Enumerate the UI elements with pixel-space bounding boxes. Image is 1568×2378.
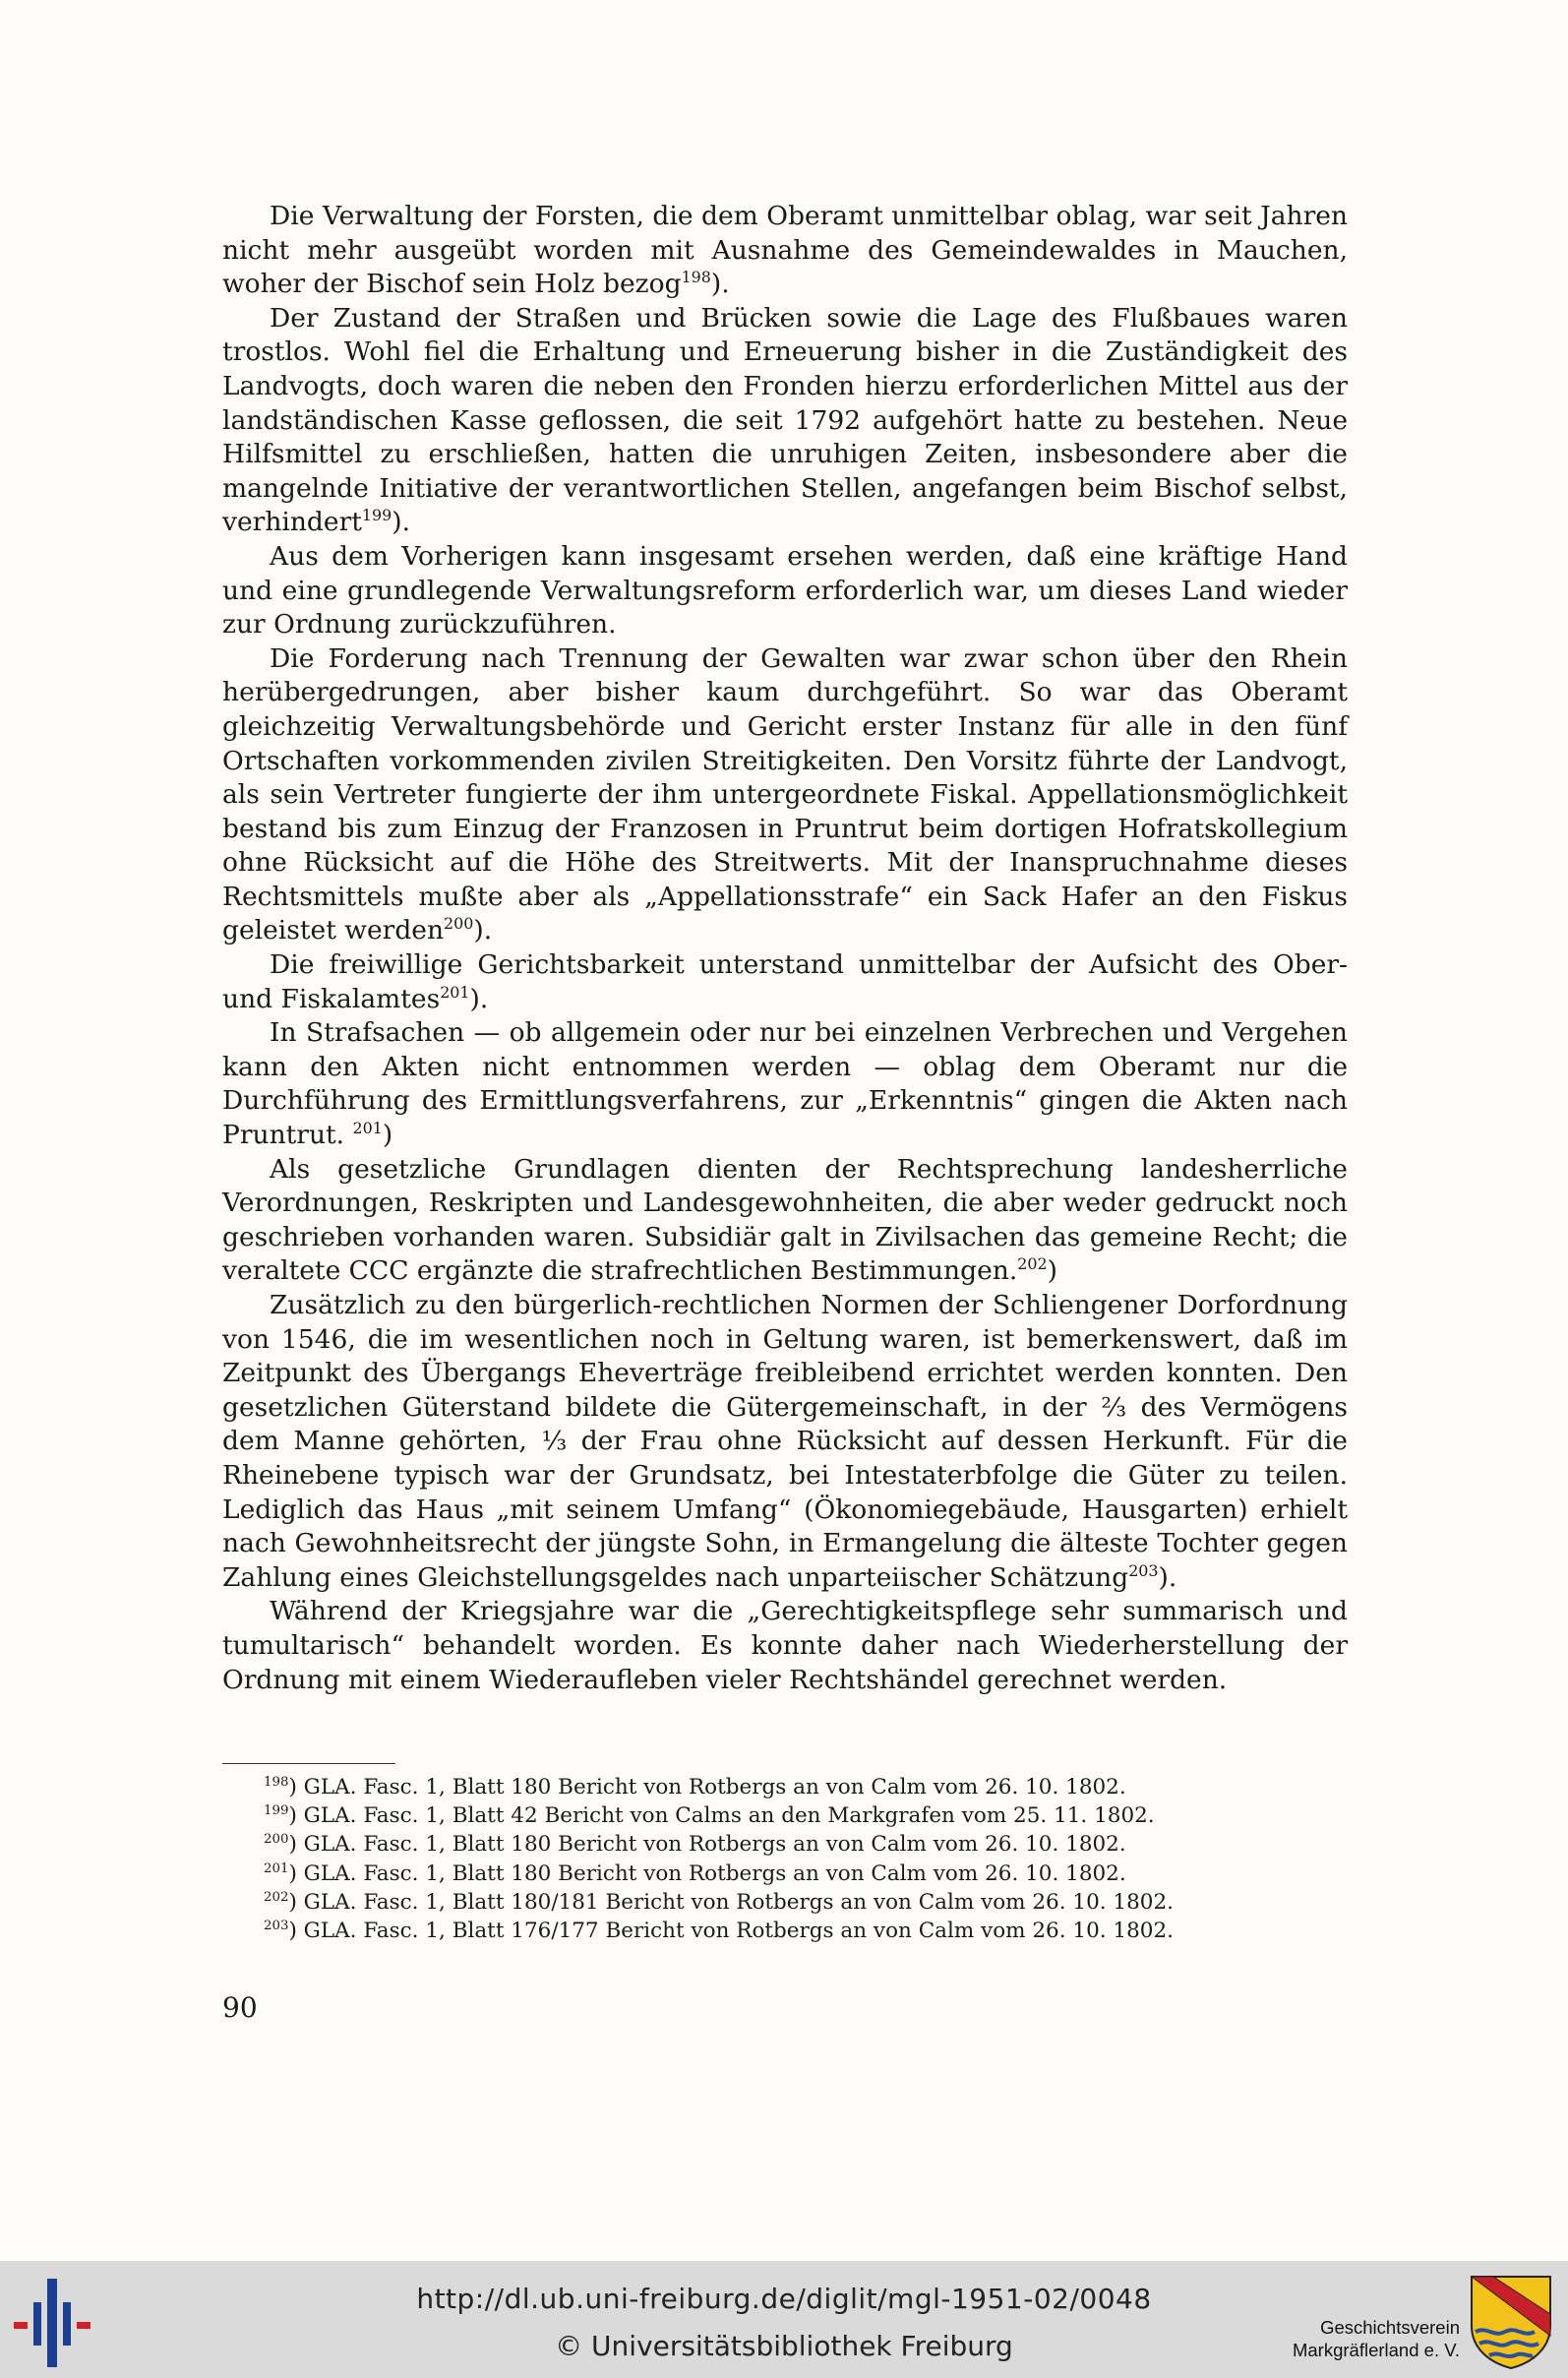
footnote-number: 198: [264, 1774, 289, 1790]
body-text: [222, 200, 1348, 1697]
paragraph: Während der Kriegsjahre war die „Gerechtigkeitspflege sehr summarisch und tumultarisch“ behandelt worden. Es konnte daher nach Wiederherstellung der Ordnung mit einem Wiederaufleben vieler Rechtshändel gerechnet werden.: [222, 1596, 1348, 1695]
footnote-number: 202: [264, 1889, 289, 1905]
paragraph: Die Forderung nach Trennung der Gewalten war zwar schon über den Rhein herübergedrungen, aber bisher kaum durchgeführt. So war das Oberamt gleichzeitig Verwaltungsbehörde und Gericht erster Instanz für alle in den fünf Ortschaften vorkommenden zivilen Streitigkeiten. Den Vorsitz führte der Landvogt, als sein Vertreter fungierte der ihm untergeordnete Fiskal. Appellationsmöglichkeit bestand bis zum Einzug der Franzosen in Pruntrut beim dortigen Hofratskollegium ohne Rücksicht auf die Höhe des Streitwerts. Mit der Inanspruchnahme dieses Rechtsmittels mußte aber als „Appellationsstrafe“ ein Sack Hafer an den Fiskus geleistet werden$^{200}$).: [222, 642, 1348, 946]
copyright-text: © Universitätsbibliothek Freiburg: [555, 2330, 1013, 2362]
footnote-number: 201: [264, 1860, 289, 1876]
footnotes: [264, 1773, 1348, 1945]
footnote-ref[interactable]: 200: [444, 914, 474, 934]
footnote-ref[interactable]: 203: [1128, 1560, 1159, 1580]
society-name: [1263, 2316, 1460, 2361]
page-number: 90: [222, 1991, 258, 2024]
paragraph: Die Verwaltung der Forsten, die dem Oberamt unmittelbar oblag, war seit Jahren nicht mehr ausgeübt worden mit Ausnahme des Gemeindewaldes in Mauchen, woher der Bischof sein Holz bezog$^{198}$).: [222, 201, 1348, 300]
society-line-1: Geschichtsverein: [1320, 2317, 1460, 2338]
footer-bar: [0, 2261, 1568, 2378]
paragraph: In Strafsachen — ob allgemein oder nur bei einzelnen Verbrechen und Vergehen kann den Akten nicht entnommen werden — oblag dem Oberamt nur die Durchführung des Ermittlungsverfahrens, zur „Erkenntnis“ gingen die Akten nach Pruntrut. $^{201}$): [222, 1017, 1348, 1151]
footnote-number: 200: [264, 1832, 289, 1848]
paragraph: Als gesetzliche Grundlagen dienten der Rechtsprechung landesherrliche Verordnungen, Reskripten und Landesgewohnheiten, die aber weder gedruckt noch geschrieben vorhanden waren. Subsidiär galt in Zivilsachen das gemeine Recht; die veraltete CCC ergänzte die strafrechtlichen Bestimmungen.$^{202}$): [222, 1153, 1348, 1287]
footnote-ref[interactable]: 201: [352, 1119, 383, 1138]
footnote-ref[interactable]: 202: [1017, 1254, 1048, 1274]
society-line-2: Markgräflerland e. V.: [1292, 2340, 1460, 2360]
footnote-number: 199: [264, 1803, 289, 1819]
paragraph: Der Zustand der Straßen und Brücken sowie die Lage des Flußbaues waren trostlos. Wohl fiel die Erhaltung und Erneuerung bisher in die Zuständigkeit des Landvogts, doch waren die neben den Fronden hierzu erforderlichen Mittel aus der landständischen Kasse geflossen, die seit 1792 aufgehört hatte zu bestehen. Neue Hilfsmittel zu erschließen, hatten die unruhigen Zeiten, insbesondere aber die mangelnde Initiative der verantwortlichen Stellen, angefangen beim Bischof selbst, verhindert$^{199}$).: [222, 302, 1348, 538]
footnote: $^{203}$) GLA. Fasc. 1, Blatt 176/177 Bericht von Rotbergs an von Calm vom 26. 10. 1802.: [264, 1918, 1174, 1944]
footnote: $^{201}$) GLA. Fasc. 1, Blatt 180 Bericht von Rotbergs an von Calm vom 26. 10. 1802.: [264, 1860, 1126, 1886]
footnote-ref[interactable]: 198: [681, 268, 711, 287]
coat-of-arms-icon: [1470, 2275, 1552, 2369]
footnote: $^{200}$) GLA. Fasc. 1, Blatt 180 Bericht von Rotbergs an von Calm vom 26. 10. 1802.: [264, 1832, 1126, 1858]
paragraph: Die freiwillige Gerichtsbarkeit unterstand unmittelbar der Aufsicht des Ober- und Fiskalamtes$^{201}$).: [222, 949, 1348, 1014]
footnote: $^{199}$) GLA. Fasc. 1, Blatt 42 Bericht von Calms an den Markgrafen vom 25. 11. 1802.: [264, 1803, 1155, 1829]
footnote-number: 203: [264, 1918, 289, 1933]
footnote-separator: [222, 1763, 395, 1764]
paragraph: Aus dem Vorherigen kann insgesamt ersehen werden, daß eine kräftige Hand und eine grundlegende Verwaltungsreform erforderlich war, um dieses Land wieder zur Ordnung zurückzuführen.: [222, 540, 1348, 640]
footnote: $^{202}$) GLA. Fasc. 1, Blatt 180/181 Bericht von Rotbergs an von Calm vom 26. 10. 1802.: [264, 1889, 1174, 1915]
permalink-url[interactable]: http://dl.ub.uni-freiburg.de/diglit/mgl-1951-02/0048: [416, 2283, 1152, 2315]
paragraph: Zusätzlich zu den bürgerlich-rechtlichen Normen der Schliengener Dorfordnung von 1546, die im wesentlichen noch in Geltung waren, ist bemerkenswert, daß im Zeitpunkt des Übergangs Eheverträge freibleibend errichtet werden konnten. Den gesetzlichen Güterstand bildete die Gütergemeinschaft, in der ⅔ des Vermögens dem Manne gehörten, ⅓ der Frau ohne Rücksicht auf dessen Herkunft. Für die Rheinebene typisch war der Grundsatz, bei Intestaterbfolge die Güter zu teilen. Lediglich das Haus „mit seinem Umfang“ (Ökonomiegebäude, Hausgarten) erhielt nach Gewohnheitsrecht der jüngste Sohn, in Ermangelung die älteste Tochter gegen Zahlung eines Gleichstellungsgeldes nach unparteiischer Schätzung$^{203}$).: [222, 1290, 1348, 1593]
footnote-ref[interactable]: 201: [440, 982, 470, 1002]
footnote: $^{198}$) GLA. Fasc. 1, Blatt 180 Bericht von Rotbergs an von Calm vom 26. 10. 1802.: [264, 1774, 1126, 1799]
footnote-ref[interactable]: 199: [361, 506, 392, 525]
